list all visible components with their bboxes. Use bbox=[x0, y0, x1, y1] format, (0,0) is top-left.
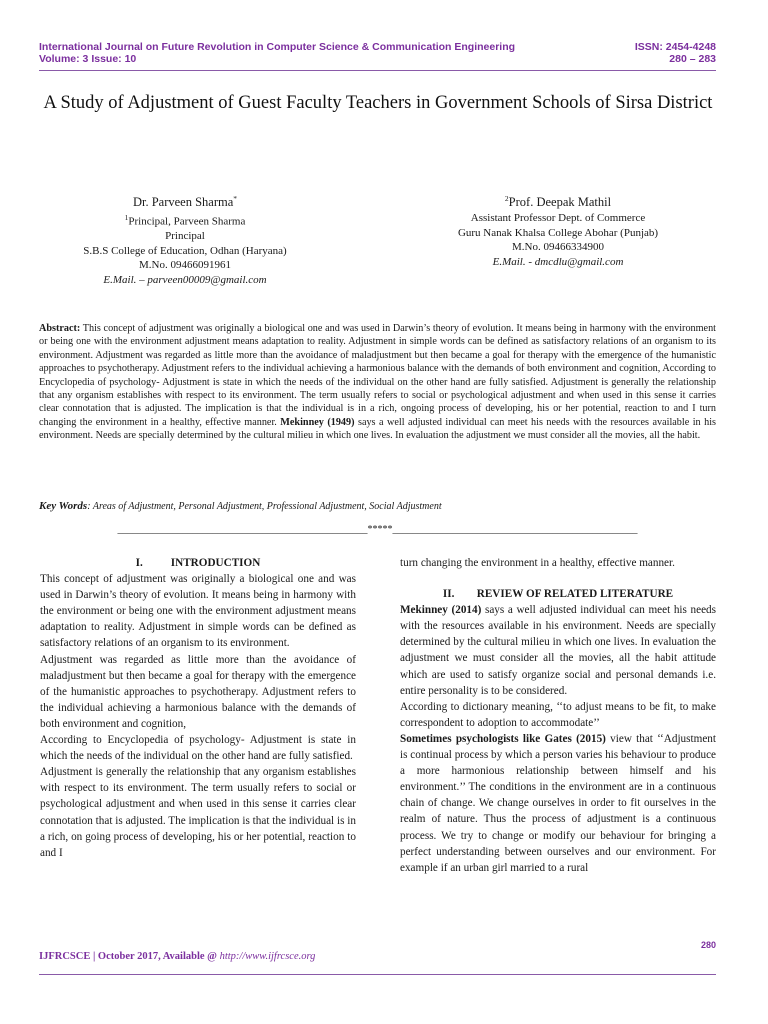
footer-rule bbox=[39, 974, 716, 975]
author-email: E.Mail. - dmcdlu@gmail.com bbox=[492, 255, 624, 268]
keywords bbox=[39, 500, 716, 513]
journal-header-right bbox=[635, 41, 716, 65]
paragraph: Adjustment is generally the relationship that any organism establishes with respect to its environment. The term usually refers to social or psychological adjustment and when used in this sense it carries clear connotation that is adjusted. The implication is that the individual is in a rich, on going process of developing, his or her potential, reaction to and I bbox=[40, 766, 356, 859]
abstract bbox=[39, 322, 716, 443]
journal-volume: Volume: 3 Issue: 10 bbox=[39, 53, 137, 65]
journal-name: International Journal on Future Revolution in Computer Science & Communication Engineering bbox=[39, 41, 516, 53]
author-email: E.Mail. – parveen00009@gmail.com bbox=[103, 273, 267, 286]
page-number: 280 bbox=[700, 940, 716, 950]
citation: Mekinney (2014) bbox=[400, 604, 482, 617]
paragraph: turn changing the environment in a healthy, effective manner. bbox=[400, 557, 675, 569]
journal-issn: ISSN: 2454-4248 bbox=[634, 41, 716, 53]
author-affiliation: S.B.S College of Education, Odhan (Haryana) bbox=[83, 244, 287, 257]
footer-url-link[interactable]: http://www.ijfrcsce.org bbox=[219, 951, 316, 962]
keywords-text: : Areas of Adjustment, Personal Adjustment, Professional Adjustment, Social Adjustment bbox=[87, 501, 442, 512]
abstract-text: This concept of adjustment was originally a biological one and was used in Darwin’s theory of evolution. It means being in harmony with the environment or being one with the environment adjustment means adaptation to reality. Adjustment in simple words can be defined as satisfactory relations of an organism to its environment. Adjustment was regarded as little more than the avoidance of maladjustment but then became a goal for therapy with the emergence of the humanistic approaches to psychotherapy. Adjustment refers to the individual achieving a harmonious balance with the demands of both environment and cognition, According to Encyclopedia of psychology- Adjustment is state in which the needs of the individual on the other hand are fully satisfied. Adjustment is generally the relationship that any organism establishes with respect to its environment. The term usually refers to social or psychological adjustment and when used in this sense it carries clear connotation that is adjusted. The implication is that the individual is in a rich, ongoing process of developing, his or her potential, reaction to and I turn changing the environment in a healthy, effective manner. bbox=[39, 323, 716, 428]
author-phone: M.No. 09466091961 bbox=[139, 259, 231, 272]
abstract-label: Abstract: bbox=[39, 323, 81, 334]
keywords-label: Key Words bbox=[39, 500, 88, 512]
paragraph: This concept of adjustment was originally a biological one and was used in Darwin’s theory of evolution. It means being in harmony with the environment or being one with the environment adjustment means adaptation to reality. Adjustment in simple words can be defined as satisfactory relations of an organism to its environment. bbox=[40, 573, 356, 650]
author-affiliation: Guru Nanak Khalsa College Abohar (Punjab) bbox=[457, 226, 659, 239]
abstract-citation: Mekinney (1949) bbox=[280, 416, 355, 428]
author-block-2 bbox=[400, 190, 716, 269]
author-affiliation: Assistant Professor Dept. of Commerce bbox=[470, 212, 646, 225]
paragraph: According to Encyclopedia of psychology- Adjustment is state in which the needs of the individual on the other hand are fully satisfied. bbox=[40, 734, 356, 763]
paragraph: Adjustment was regarded as little more than the avoidance of maladjustment but then became a goal for therapy with the emergence of the humanistic approaches to psychotherapy. Adjustment refers to the individual achieving a harmonious balance with the demands of both environment and cognition, bbox=[40, 653, 356, 730]
paper-title: A Study of Adjustment of Guest Faculty Teachers in Government Schools of Sirsa District bbox=[43, 93, 713, 113]
citation: Sometimes psychologists like Gates (2015) bbox=[400, 732, 606, 745]
author-block-1 bbox=[40, 190, 330, 287]
author-name: $^2$Prof. Deepak Mathil bbox=[504, 194, 612, 210]
paragraph: According to dictionary meaning, ‘‘to adjust means to be fit, to make correspondent to adoption to accommodate’’ bbox=[400, 700, 716, 729]
right-column bbox=[400, 555, 716, 876]
abstract-text: says a well adjusted individual can meet his needs with the resources available in his environment. Needs are specially determined by the cultural milieu in which one lives. In evaluation the adjustment we must consider all the movies, all the habit. bbox=[39, 416, 716, 442]
author-name: Dr. Parveen Sharma* bbox=[132, 194, 238, 210]
header-rule bbox=[39, 70, 716, 71]
author-affiliation: $^1$Principal, Parveen Sharma bbox=[124, 213, 246, 228]
journal-header-left bbox=[39, 41, 515, 65]
paragraph: Sometimes psychologists like Gates (2015) view that ‘‘Adjustment is continual process by which a person varies his behaviour to produce a more harmonious relationship between himself and his environment.’’ The conditions in the environment are in a continuous chain of change. We change ourselves in order to fit ourselves in the realm of nature. Thus the process of adjustment is a continuous process. We try to change or modify our behaviour for bringing a perfect understanding between ourselves and our environment. For example if an urban girl married to a rural bbox=[400, 732, 716, 874]
section-heading-introduction: I. INTRODUCTION bbox=[135, 557, 261, 569]
paragraph: Mekinney (2014) says a well adjusted individual can meet his needs with the resources available in his environment. Needs are specially determined by the cultural milieu in which one lives. In evaluation the adjustment we must consider all the movies, all the habit attitude which are used to satisfy organize social and personal demands i.e. entire personality is to be considered. bbox=[400, 604, 716, 697]
footer bbox=[39, 951, 315, 962]
section-separator: __________________________________________________*****_________________________________________________ bbox=[117, 524, 638, 535]
journal-pages: 280 – 283 bbox=[669, 53, 716, 65]
footer-text: IJFRCSCE | October 2017, Available @ bbox=[39, 951, 220, 962]
author-phone: M.No. 09466334900 bbox=[512, 241, 604, 254]
section-heading-literature: II. REVIEW OF RELATED LITERATURE bbox=[442, 588, 674, 601]
author-affiliation: Principal bbox=[165, 230, 205, 243]
left-column bbox=[40, 555, 356, 861]
